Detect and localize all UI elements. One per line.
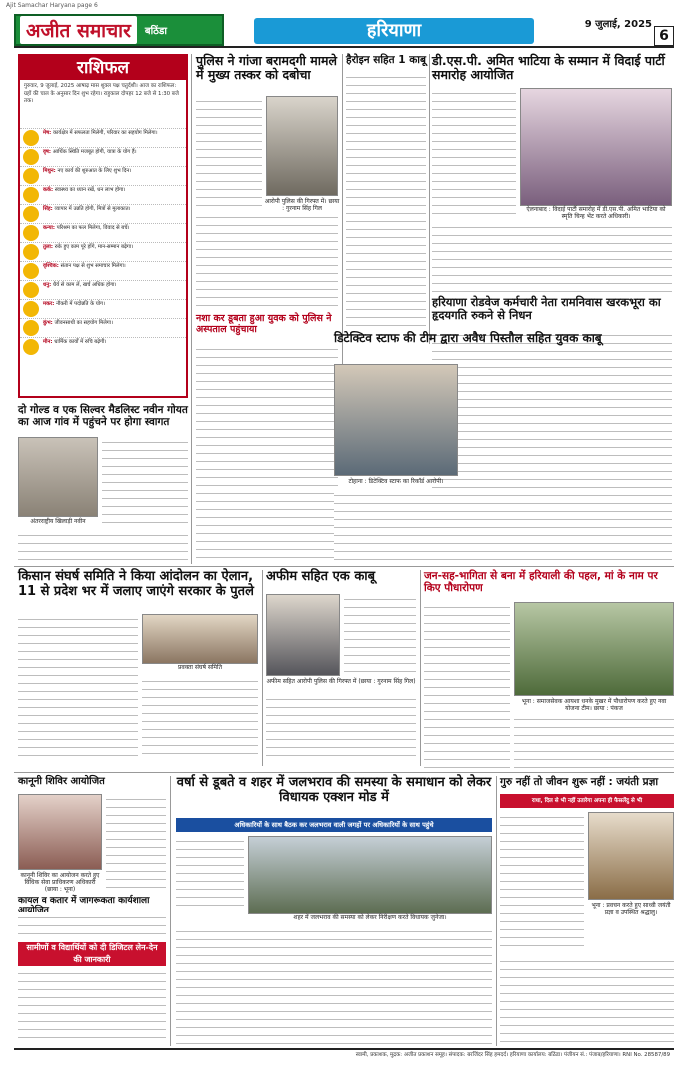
column-rule: [429, 54, 430, 344]
rashi-prediction: धार्मिक कार्यों में रुचि बढ़ेगी।: [54, 339, 107, 345]
zodiac-sign-icon: [23, 301, 39, 317]
rashi-item: [20, 204, 186, 223]
zodiac-sign-icon: [23, 320, 39, 336]
rashi-name: मकर:: [43, 301, 57, 307]
legal-camp-headline: कानूनी शिविर आयोजित: [18, 776, 105, 787]
police-ganja-body: [196, 96, 262, 206]
police-photo: [266, 96, 338, 196]
rashi-text: [43, 301, 105, 317]
guru-body: [500, 812, 584, 952]
gold-medal-body-2: [18, 530, 188, 562]
rashi-text: [43, 282, 117, 298]
column-rule: [262, 570, 263, 766]
imprint-footer: स्वामी, प्रकाशक, मुद्रक: अजीत प्रकाशन समूह। संपादक: बरजिंदर सिंह हमदर्द। हरियाणा कार्यालय: बठिंडा। पंजीयन सं.: पंजाब/हरियाणा। RNI No. 28587/89: [14, 1048, 674, 1068]
masthead: [14, 14, 674, 48]
zodiac-sign-icon: [23, 244, 39, 260]
rashi-item: [20, 128, 186, 147]
rashi-prediction: व्यापार में उन्नति होगी, मित्रों से मुलाकात।: [54, 206, 131, 212]
guru-photo: [588, 812, 674, 900]
rashi-prediction: धैर्य से काम लें, खर्च अधिक होगा।: [52, 282, 117, 288]
students-headline: सामीणों व विद्यार्थियों को दी डिजिटल लेन-देन की जानकारी: [18, 942, 166, 966]
rashi-name: सिंह:: [43, 206, 55, 212]
rashi-name: कर्क:: [43, 187, 55, 193]
zodiac-sign-icon: [23, 339, 39, 355]
afeem-photo: [266, 594, 340, 676]
athlete-photo: [18, 437, 98, 517]
rashi-text: [43, 187, 125, 203]
afeem-headline: अफीम सहित एक काबू: [266, 569, 376, 584]
rashi-name: कुंभ:: [43, 320, 55, 326]
rain-mla-headline: वर्षा से डूबते व शहर में जलभराव की समस्या के समाधान को लेकर विधायक एक्शन मोड में: [176, 775, 492, 805]
heroin-body: [346, 72, 426, 332]
zodiac-sign-icon: [23, 168, 39, 184]
plantation-photo: [514, 602, 674, 696]
zodiac-sign-icon: [23, 130, 39, 146]
rain-mla-banner: अधिकारियों के साथ बैठक कर जलभराव वाली जगहों पर अधिकारियों के साथ पहुंचे: [176, 818, 492, 832]
section-rule: [14, 566, 674, 567]
column-rule: [191, 54, 192, 564]
plantation-headline: जन-सह-भागिता से बना में हरियाली की पहल, मां के नाम पर किए पौधारोपण: [424, 570, 658, 595]
rashi-name: कन्या:: [43, 225, 57, 231]
guru-headline: गुरु नहीं तो जीवन शुरू नहीं : जयंती प्रज्ञा: [500, 776, 659, 788]
dsp-body-2: [432, 222, 672, 292]
police-ganja-headline: पुलिस ने गांजा बरामदगी मामले में मुख्य तस्कर को दबोचा: [196, 53, 337, 83]
guru-body-2: [500, 956, 674, 1044]
section-rule: [14, 772, 674, 773]
rain-photo-caption: शहर में जलभराव की समस्या को लेकर निरीक्षण करते विधायक जुनेजा।: [293, 914, 447, 921]
rain-photo: [248, 836, 492, 914]
rashi-item: [20, 223, 186, 242]
rashi-item: [20, 261, 186, 280]
rashi-text: [43, 244, 133, 260]
students-body: [18, 968, 166, 1044]
rashi-prediction: जीवनसाथी का सहयोग मिलेगा।: [54, 320, 113, 326]
dsp-photo-caption: ऐलनाबाद : विदाई पार्टी समारोह में डी.एस.पी. अमित भाटिया को स्मृति चिन्ह भेंट करते अधिकारी।: [526, 206, 666, 221]
afeem-body-2: [266, 694, 416, 758]
rashi-item: [20, 318, 186, 337]
gold-medal-body: [102, 437, 188, 527]
dsp-farewell-headline: डी.एस.पी. अमित भाटिया के सम्मान में विदाई पार्टी समारोह आयोजित: [432, 53, 665, 83]
athlete-caption: अंतरराष्ट्रीय खिलाड़ी नवीन: [30, 518, 86, 525]
rashi-prediction: रुके हुए काम पूरे होंगे, मान-सम्मान बढ़ेगा।: [54, 244, 134, 250]
rashi-prediction: नौकरी में पदोन्नति के योग।: [56, 301, 105, 307]
leader-obituary-headline: हरियाणा रोडवेज कर्मचारी नेता रामनिवास खरकभूरा का हृदयगति रुकने से निधन: [432, 295, 661, 323]
legal-camp-photo: [18, 794, 102, 870]
column-rule: [170, 776, 171, 1046]
kisan-leader-photo: [142, 614, 258, 664]
kisan-body: [18, 614, 138, 758]
zodiac-sign-icon: [23, 282, 39, 298]
dsp-body: [432, 88, 516, 214]
rashi-item: [20, 337, 186, 356]
rashi-text: [43, 225, 130, 241]
rashi-prediction: संतान पक्ष से शुभ समाचार मिलेगा।: [60, 263, 126, 269]
afeem-photo-caption: अफीम सहित आरोपी पुलिस की गिरफ्त में (छाया : गुरनाम सिंह गिल): [266, 678, 416, 685]
zodiac-sign-icon: [23, 206, 39, 222]
rashi-item: [20, 185, 186, 204]
section-title: हरियाणा: [254, 18, 534, 44]
dsp-photo: [520, 88, 672, 206]
detective-photo: [334, 364, 458, 476]
rashi-item: [20, 299, 186, 318]
column-rule: [496, 776, 497, 1046]
rain-body-2: [176, 926, 492, 1044]
rashi-name: वृष:: [43, 149, 53, 155]
column-rule: [342, 54, 343, 364]
kisan-headline: किसान संघर्ष समिति ने किया आंदोलन का ऐलान, 11 से प्रदेश भर में जलाए जाएंगे सरकार के पुतले: [18, 569, 254, 599]
zodiac-sign-icon: [23, 225, 39, 241]
drug-youth-headline: नशा कर डूबता हुआ युवक को पुलिस ने अस्पताल पहुंचाया: [196, 313, 332, 335]
rashi-name: धनु:: [43, 282, 53, 288]
rashi-prediction: परिश्रम का फल मिलेगा, विवाद से बचें।: [56, 225, 130, 231]
afeem-body: [344, 594, 416, 676]
column-rule: [420, 570, 421, 766]
rashifal-list: [20, 128, 186, 356]
rashi-text: [43, 206, 131, 222]
kisan-photo-caption: प्रवक्ता संघर्ष समिति: [178, 664, 222, 671]
zodiac-sign-icon: [23, 187, 39, 203]
leader-obituary-body: [432, 330, 672, 562]
print-slug: Ajit Samachar Haryana page 6: [6, 2, 98, 9]
page-number: 6: [654, 26, 674, 46]
guru-photo-caption: भूना : प्रवचन करते हुए साध्वी जयंती प्रज्ञा व उपस्थित श्रद्धालु।: [591, 902, 671, 917]
heroin-headline: हैरोइन सहित 1 काबू: [346, 54, 427, 66]
rashifal-intro: गुरुवार, 9 जुलाई, 2025 आषाढ़ मास शुक्ल पक्ष चतुर्दशी। आज का राशिफल: ग्रहों की चाल के अनुसार दिन शुभ रहेगा। राहुकाल दोपहर 12 बजे से 1:30 बजे तक।: [24, 83, 179, 105]
rashi-name: वृश्चिक:: [43, 263, 61, 269]
rashi-text: [43, 320, 113, 336]
rashi-item: [20, 280, 186, 299]
zodiac-sign-icon: [23, 149, 39, 165]
gold-medal-headline: दो गोल्ड व एक सिल्वर मैडलिस्ट नवीन गोयत का आज गांव में पहुंचने पर होगा स्वागत: [18, 404, 188, 429]
rashi-name: तुला:: [43, 244, 55, 250]
edition-city: बठिंडा: [144, 26, 167, 37]
rashi-text: [43, 130, 158, 146]
rain-body: [176, 836, 244, 906]
rashi-prediction: आर्थिक स्थिति मजबूत होगी, यात्रा के योग हैं।: [52, 149, 137, 155]
legal-camp-body: [106, 794, 166, 890]
rashi-name: मीन:: [43, 339, 55, 345]
rashi-text: [43, 168, 131, 184]
workshop-body: [18, 912, 166, 940]
rashi-text: [43, 149, 137, 165]
detective-headline: डिटेक्टिव स्टाफ की टीम द्वारा अवैध पिस्तौल सहित युवक काबू: [334, 331, 602, 345]
plantation-body-2: [514, 714, 674, 768]
zodiac-sign-icon: [23, 263, 39, 279]
legal-camp-caption: कानूनी शिविर का आयोजन करते हुए विधिक सेवा प्राधिकरण अधिकारी (छाया : भूना): [20, 872, 100, 894]
issue-date: 9 जुलाई, 2025: [584, 19, 652, 30]
kisan-body-2: [142, 676, 258, 758]
detective-photo-caption: टोहाना : डिटेक्टिव स्टाफ का रिकॉर्ड आरोपी।: [348, 478, 444, 485]
brand-block: [14, 14, 224, 46]
rashi-prediction: स्वास्थ्य का ध्यान रखें, धन लाभ होगा।: [54, 187, 126, 193]
workshop-headline: कायल व कतार में जागरूकता कार्यशाला: [18, 896, 150, 906]
guru-subhead: राधा, दिल से भी नहीं उतारेगा अपना ही फैसलेंदु से भी: [500, 794, 674, 808]
rashi-item: [20, 242, 186, 261]
rashi-name: मिथुन:: [43, 168, 58, 174]
police-ganja-body-2: [196, 212, 338, 310]
rashi-item: [20, 166, 186, 185]
plantation-photo-caption: भूना : समाजसेवक आयशा धनके मुखर में पौधारोपण करते हुए नवा योजना टीम। छाया : पंकज: [521, 698, 667, 713]
rashifal-title: राशिफल: [20, 56, 186, 80]
detective-body: [334, 490, 458, 562]
drug-youth-body: [196, 344, 338, 564]
rashi-item: [20, 147, 186, 166]
rashi-name: मेष:: [43, 130, 53, 136]
newspaper-logo: अजीत समाचार: [20, 16, 137, 44]
rashi-prediction: कार्यक्षेत्र में सफलता मिलेगी, परिवार का सहयोग मिलेगा।: [52, 130, 158, 136]
rashi-text: [43, 339, 106, 355]
rashi-prediction: नए कार्य की शुरुआत के लिए शुभ दिन।: [57, 168, 132, 174]
plantation-body: [424, 602, 510, 772]
rashi-text: [43, 263, 126, 279]
police-photo-caption: आरोपी पुलिस की गिरफ्त में। छाया : गुरनाम सिंह गिल: [264, 198, 340, 213]
rashifal-box: [18, 54, 188, 398]
